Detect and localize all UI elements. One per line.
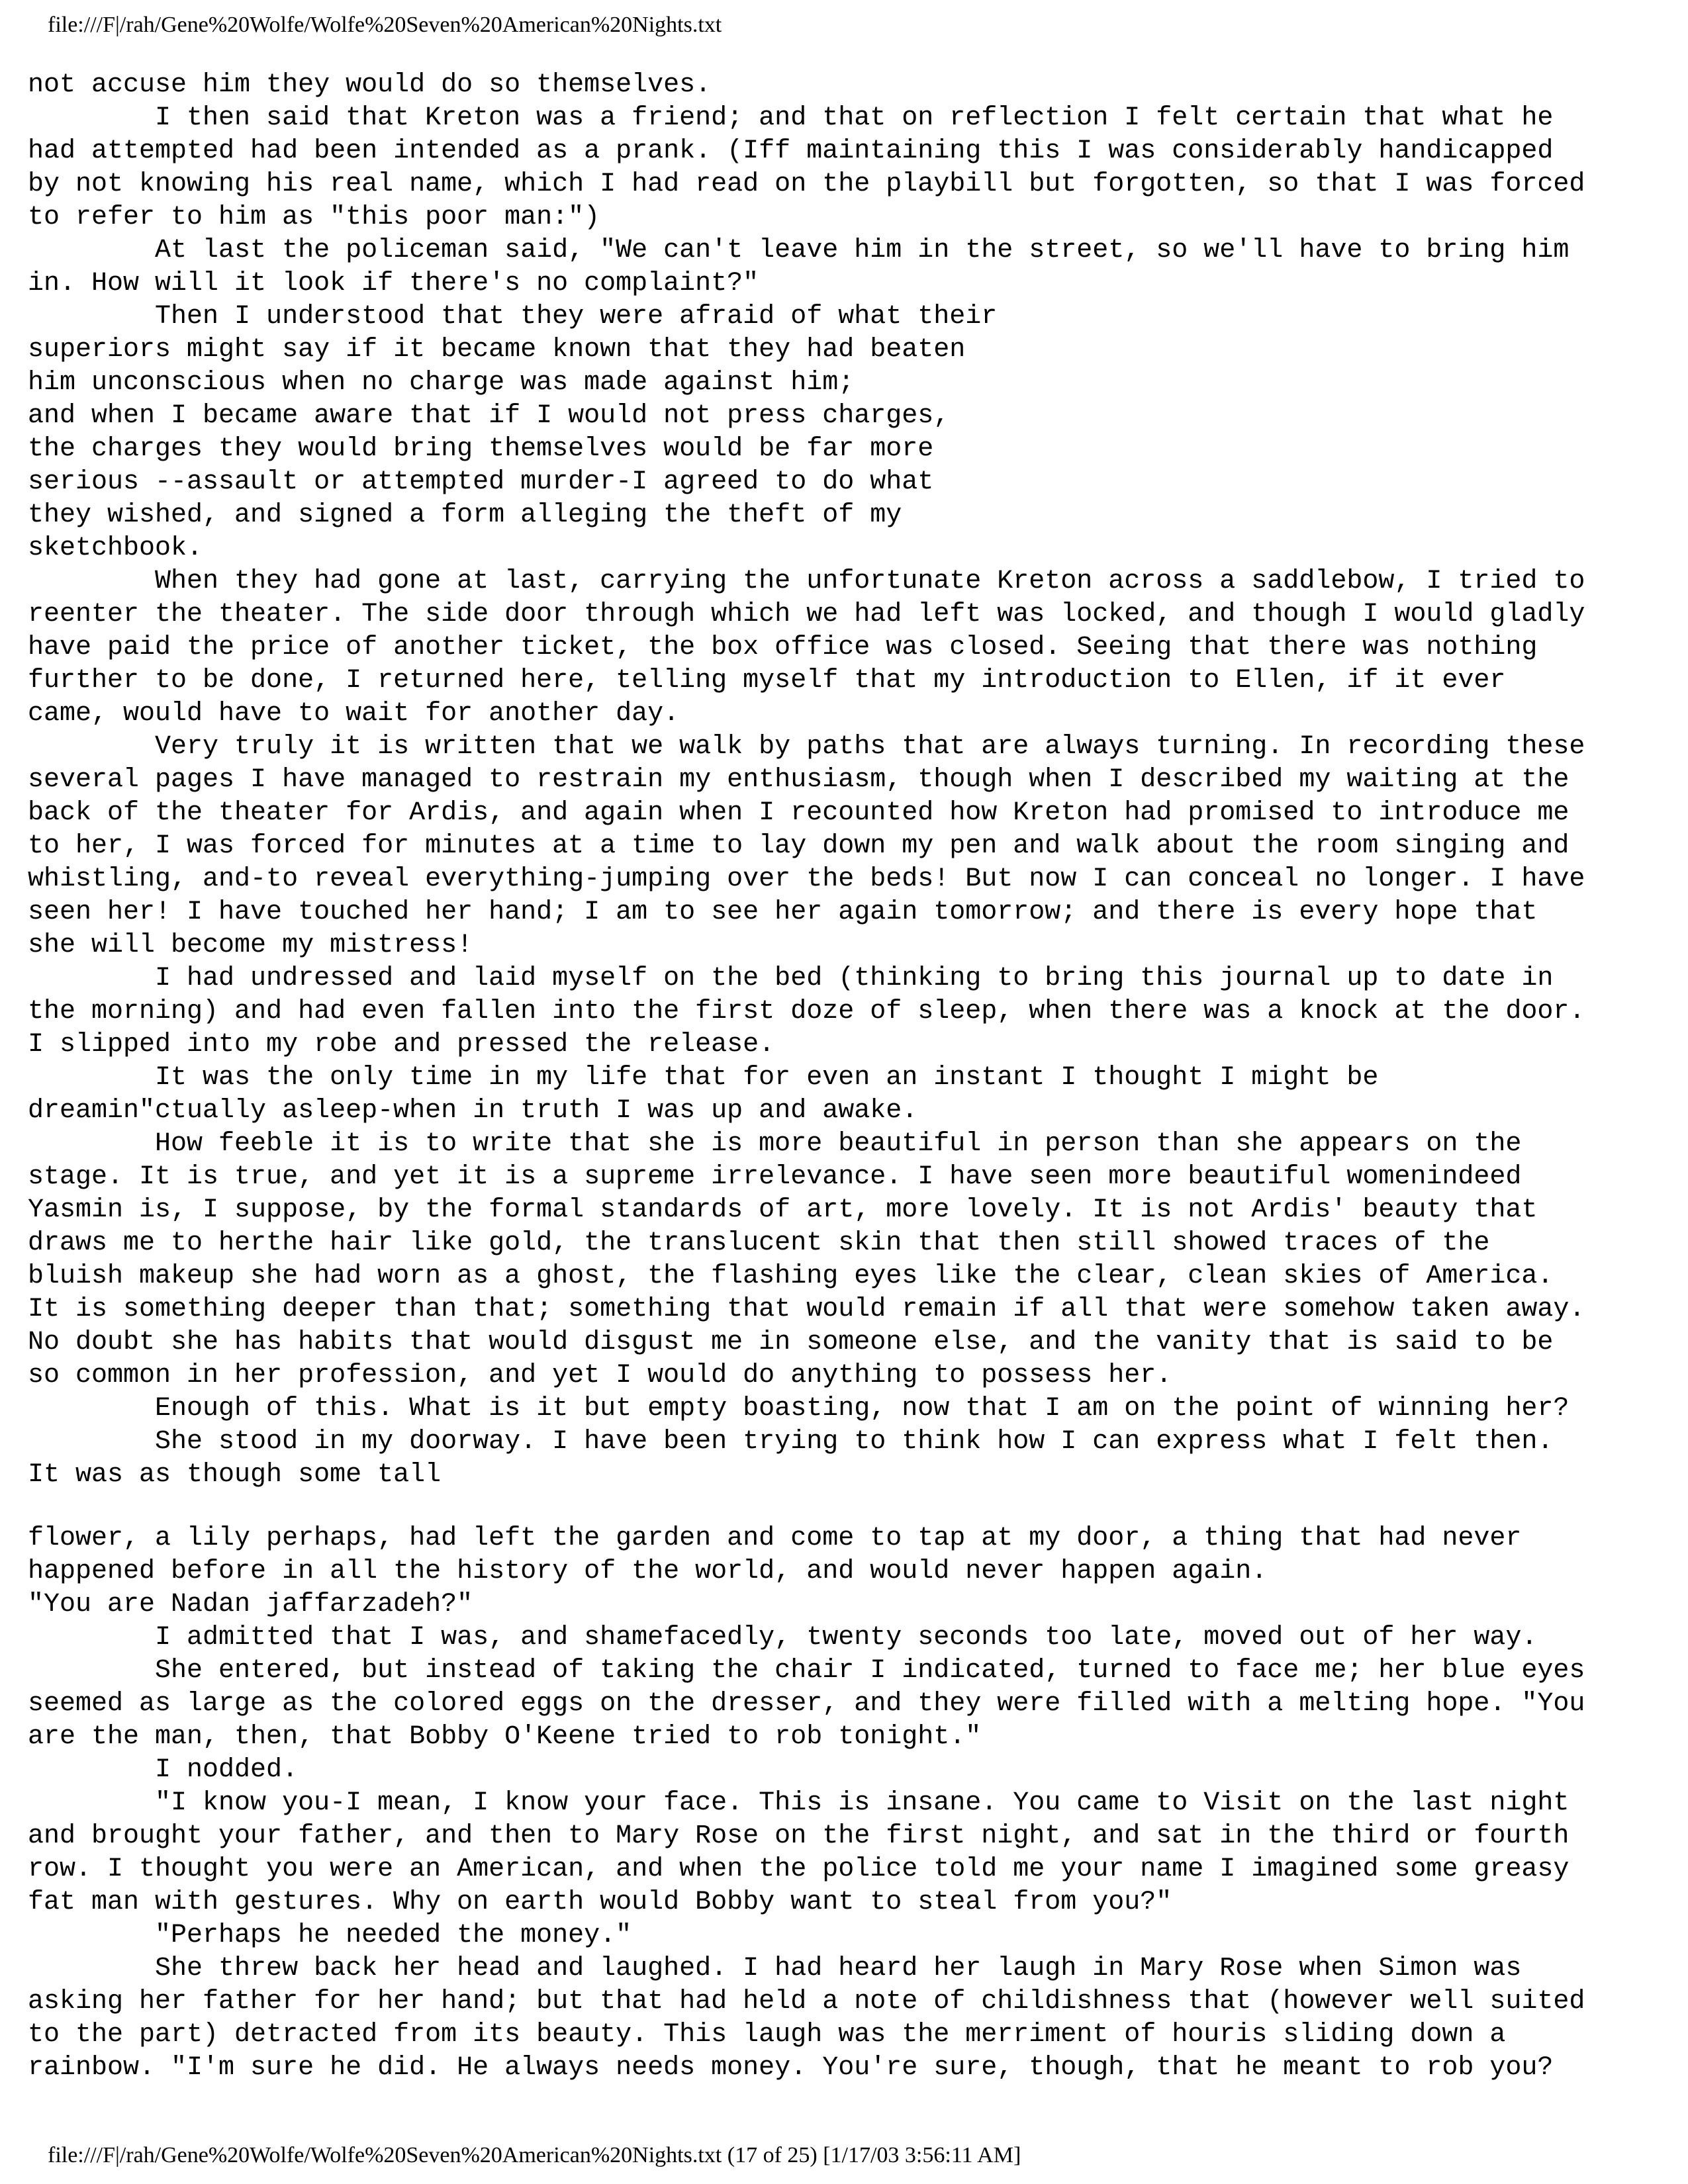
document-text-block-2: flower, a lily perhaps, had left the garden and come to tap at my door, a thing that had never happened before in all the history of the world, and would never happen again. "You are Nadan jaffarzadeh?" I admitted that I was, and shamefacedly, twenty seconds too late, moved out of her way. She entered, but instead of taking the chair I indicated, turned to face me; her blue eyes seemed as large as the colored eggs on the dresser, and they were filled with a melting hope. "You are the man, then, that Bobby O'Keene tried to rob tonight." I nodded. "I know you-I mean, I know your face. This is insane. You came to Visit on the last night and brought your father, and then to Mary Rose on the first night, and sat in the third or fourth row. I thought you were an American, and when the police told me your name I imagined some greasy fat man with gestures. Why on earth would Bobby want to steal from you?" "Perhaps he needed the money." She threw back her head and laughed. I had heard her laugh in Mary Rose when Simon was asking her father for her hand; but that had held a note of childishness that (however well suited to the part) detracted from its beauty. This laugh was the merriment of houris sliding down a rainbow. "I'm sure he did. He always needs money. You're sure, though, that he meant to rob you? [28,1524,1585,2083]
page-header-url: file:///F|/rah/Gene%20Wolfe/Wolfe%20Seven%20American%20Nights.txt [48,13,722,37]
page-footer-url: file:///F|/rah/Gene%20Wolfe/Wolfe%20Seven%20American%20Nights.txt (17 of 25) [1/17/03 3:56:11 AM] [48,2143,1021,2167]
document-text-block-1: not accuse him they would do so themselves. I then said that Kreton was a friend; and that on reflection I felt certain that what he had attempted had been intended as a prank. (Iff maintaining this I was considerably handicapped by not knowing his real name, which I had read on the playbill but forgotten, so that I was forced to refer to him as "this poor man:") At last the policeman said, "We can't leave him in the street, so we'll have to bring him in. How will it look if there's no complaint?" Then I understood that they were afraid of what their superiors might say if it became known that they had beaten him unconscious when no charge was made against him; and when I became aware that if I would not press charges, the charges they would bring themselves would be far more serious --assault or attempted murder-I agreed to do what they wished, and signed a form alleging the theft of my sketchbook. When they had gone at last, carrying the unfortunate Kreton across a saddlebow, I tried to reenter the theater. The side door through which we had left was locked, and though I would gladly have paid the price of another ticket, the box office was closed. Seeing that there was nothing further to be done, I returned here, telling myself that my introduction to Ellen, if it ever came, would have to wait for another day. Very truly it is written that we walk by paths that are always turning. In recording these several pages I have managed to restrain my enthusiasm, though when I described my waiting at the back of the theater for Ardis, and again when I recounted how Kreton had promised to introduce me to her, I was forced for minutes at a time to lay down my pen and walk about the room singing and whistling, and-to reveal everything-jumping over the beds! But now I can conceal no longer. I have seen her! I have touched her hand; I am to see her again tomorrow; and there is every hope that she will become my mistress! I had undressed and laid myself on the bed (thinking to bring this journal up to date in the morning) and had even fallen into the first doze of sleep, when there was a knock at the door. I slipped into my robe and pressed the release. It was the only time in my life that for even an instant I thought I might be dreamin"ctually asleep-when in truth I was up and awake. How feeble it is to write that she is more beautiful in person than she appears on the stage. It is true, and yet it is a supreme irrelevance. I have seen more beautiful womenindeed Yasmin is, I suppose, by the formal standards of art, more lovely. It is not Ardis' beauty that draws me to herthe hair like gold, the translucent skin that then still showed traces of the bluish makeup she had worn as a ghost, the flashing eyes like the clear, clean skies of America. It is something deeper than that; something that would remain if all that were somehow taken away. No doubt she has habits that would disgust me in someone else, and the vanity that is said to be so common in her profession, and yet I would do anything to possess her. Enough of this. What is it but empty boasting, now that I am on the point of winning her? She stood in my doorway. I have been trying to think how I can express what I felt then. It was as though some tall [28,70,1585,1490]
